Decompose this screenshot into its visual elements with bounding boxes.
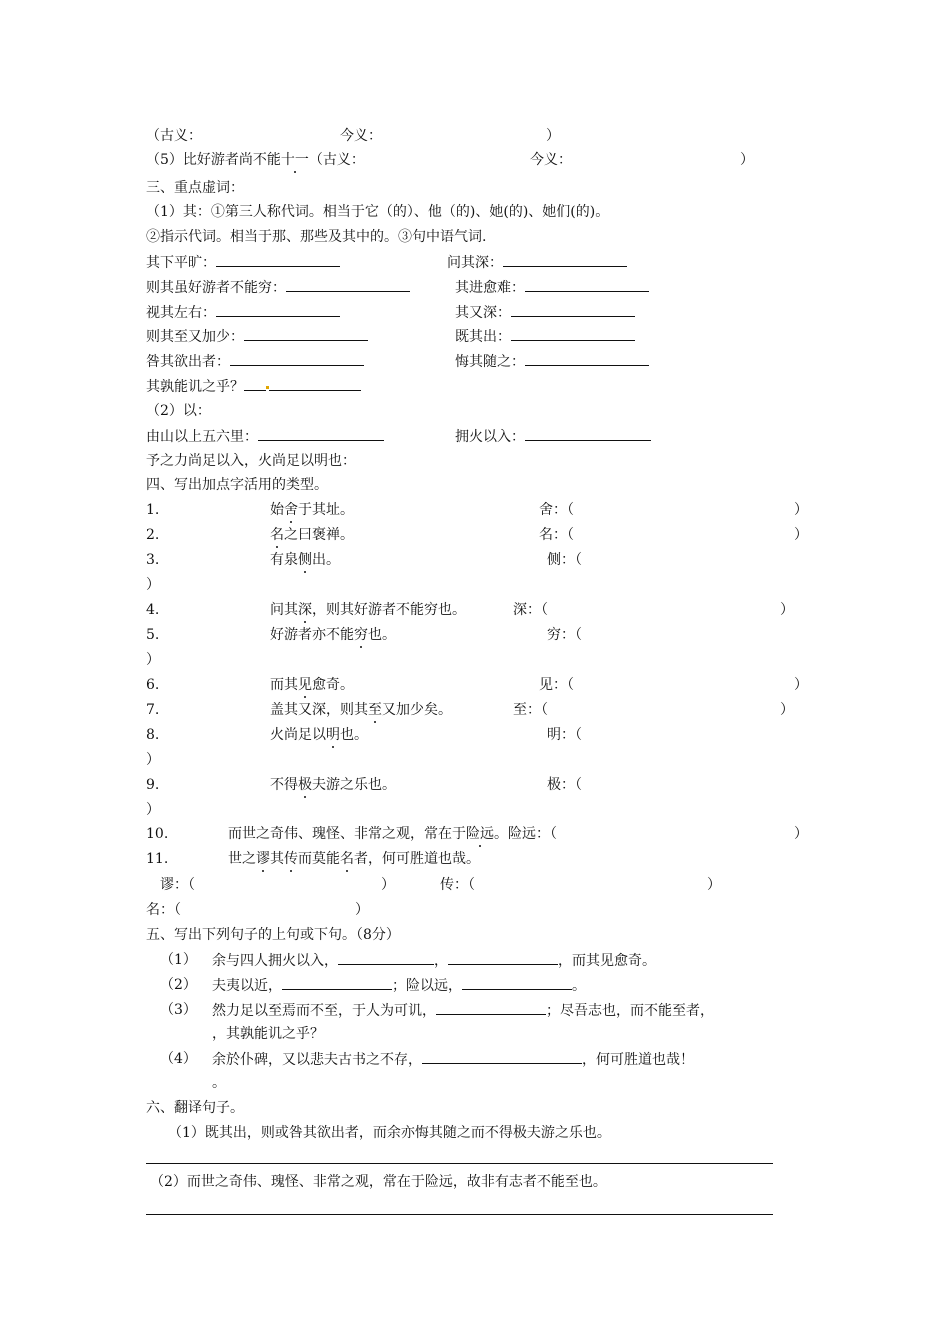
item-answer: 明：（	[547, 727, 582, 743]
answer-blank[interactable]	[511, 326, 635, 341]
fill-number: （2）	[160, 977, 197, 993]
answer-line[interactable]	[146, 1214, 773, 1215]
close-paren: ）	[794, 527, 808, 543]
answer-blank[interactable]	[436, 1000, 546, 1015]
qi-question: 既其出：	[455, 326, 635, 347]
translate-sentence-2: （2）而世之奇伟、瑰怪、非常之观，常在于险远，故非有志者不能至也。	[150, 1174, 607, 1190]
close-paren: ）	[355, 902, 369, 918]
item-answer: 至：（	[513, 702, 548, 718]
gu-yi-label: （古义：	[146, 128, 202, 144]
qi-question: 问其深：	[447, 252, 627, 273]
item-sentence: 世之谬其传而莫能名者，何可胜道也哉。	[228, 851, 480, 867]
section-6-title: 六、翻译句子。	[146, 1100, 244, 1116]
yi-question: 予之力尚足以入，火尚足以明也：	[146, 453, 356, 469]
dotted-word: 传	[284, 851, 298, 867]
qi-question: 则其虽好游者不能穷：	[146, 277, 410, 298]
yi-question: 拥火以入：	[455, 426, 651, 447]
answer-blank[interactable]	[216, 302, 340, 317]
answer-blank[interactable]	[525, 277, 649, 292]
item-number: 10.	[146, 826, 169, 842]
close-paren: ）	[146, 802, 160, 818]
answer-blank[interactable]	[338, 950, 434, 965]
item-answer: 谬：（	[160, 877, 195, 893]
qi-question: 其又深：	[455, 302, 635, 323]
dotted-word: 谬	[256, 851, 270, 867]
dotted-word: 名	[270, 527, 284, 543]
section-5-title: 五、写出下列句子的上句或下句。（8分）	[146, 927, 400, 943]
item-answer: 名：（	[146, 902, 181, 918]
fill-sentence: 余与四人拥火以入， ， ，而其见愈奇。	[212, 950, 656, 971]
item-answer: 深：（	[513, 602, 548, 618]
item-number: 8.	[146, 727, 160, 743]
fill-number: （4）	[160, 1051, 197, 1067]
answer-blank[interactable]	[216, 252, 340, 267]
qi-definition-2: ②指示代词。相当于那、那些及其中的。③句中语气词.	[146, 229, 487, 245]
answer-line[interactable]	[146, 1163, 773, 1164]
answer-blank[interactable]	[244, 326, 368, 341]
fill-number: （3）	[160, 1002, 197, 1018]
close-paren: ）	[794, 826, 808, 842]
dotted-word: 深	[298, 602, 312, 618]
item-answer: 侧：（	[547, 552, 582, 568]
item-number: 6.	[146, 677, 160, 693]
dotted-word: 穷	[354, 627, 368, 643]
dotted-word: 险远	[466, 826, 494, 842]
answer-blank[interactable]	[525, 351, 649, 366]
fill-sentence-cont: ，其孰能讥之乎？	[212, 1026, 324, 1042]
answer-blank[interactable]	[286, 277, 410, 292]
fill-sentence: 夫夷以近， ；险以远， 。	[212, 975, 586, 996]
item-number: 1.	[146, 502, 160, 518]
item-sentence: 名之曰褒禅。	[270, 527, 354, 543]
item-answer: 舍：（	[539, 502, 574, 518]
close-paren: ）	[146, 577, 160, 593]
item-answer: 穷：（	[547, 627, 582, 643]
item-sentence: 好游者亦不能穷也。	[270, 627, 396, 643]
close-paren: ）	[707, 877, 721, 893]
item-sentence: 不得极夫游之乐也。	[270, 777, 396, 793]
close-paren-2: ）	[740, 152, 754, 168]
fill-sentence-cont: 。	[212, 1075, 226, 1091]
item-sentence: 而其见愈奇。	[270, 677, 354, 693]
answer-blank[interactable]	[503, 252, 627, 267]
item-number: 3.	[146, 552, 160, 568]
item-number: 7.	[146, 702, 160, 718]
item-answer: 传：（	[440, 877, 475, 893]
answer-blank[interactable]	[525, 426, 651, 441]
close-paren-1: ）	[546, 128, 560, 144]
close-paren: ）	[381, 877, 395, 893]
jin-yi-label-2: 今义：	[530, 152, 572, 168]
item-number: 4.	[146, 602, 160, 618]
qi-question: 则其至又加少：	[146, 326, 368, 347]
item-number: 2.	[146, 527, 160, 543]
jin-yi-label-1: 今义：	[340, 128, 382, 144]
close-paren: ）	[794, 502, 808, 518]
qi-question: 其进愈难：	[455, 277, 649, 298]
answer-blank[interactable]	[258, 426, 384, 441]
dotted-word: 至	[368, 702, 382, 718]
qi-question: 其孰能讥之乎？	[146, 376, 361, 397]
fill-sentence: 余於仆碑，又以悲夫古书之不存， ，何可胜道也哉！	[212, 1049, 694, 1070]
dotted-word: 舍	[284, 502, 298, 518]
close-paren: ）	[146, 752, 160, 768]
translate-sentence-1: （1）既其出，则或咎其欲出者，而余亦悔其随之而不得极夫游之乐也。	[168, 1125, 611, 1141]
item-answer: 见：（	[539, 677, 574, 693]
section-3-title: 三、重点虚词：	[146, 180, 244, 196]
item-number: 5.	[146, 627, 160, 643]
question-5-line: （5）比好游者尚不能十一（古义：	[146, 152, 365, 168]
item-number: 11.	[146, 851, 169, 867]
answer-blank[interactable]	[269, 376, 361, 391]
dotted-word-shiyi: 十一	[280, 152, 309, 168]
answer-blank[interactable]	[448, 950, 558, 965]
dotted-word: 明	[326, 727, 340, 743]
close-paren: ）	[794, 677, 808, 693]
item-answer: 极：（	[547, 777, 582, 793]
close-paren: ）	[146, 652, 160, 668]
qi-question: 悔其随之：	[455, 351, 649, 372]
answer-blank[interactable]	[230, 351, 364, 366]
dotted-word: 见	[298, 677, 312, 693]
item-sentence: 而世之奇伟、瑰怪、非常之观，常在于险远。险远：（	[228, 826, 557, 842]
fill-number: （1）	[160, 952, 197, 968]
answer-blank[interactable]	[462, 975, 572, 990]
yi-question: 由山以上五六里：	[146, 426, 384, 447]
answer-blank[interactable]	[282, 975, 392, 990]
item-sentence: 问其深，则其好游者不能穷也。	[270, 602, 466, 618]
item-sentence: 盖其又深，则其至又加少矣。	[270, 702, 452, 718]
fill-sentence: 然力足以至焉而不至，于人为可讥， ；尽吾志也，而不能至者，	[212, 1000, 714, 1021]
item-sentence: 有泉侧出。	[270, 552, 340, 568]
qi-definition-1: （1）其：①第三人称代词。相当于它（的）、他（的)、她(的)、她们(的)。	[146, 204, 610, 220]
qi-question: 视其左右：	[146, 302, 340, 323]
answer-blank[interactable]	[422, 1049, 582, 1064]
close-paren: ）	[780, 602, 794, 618]
dotted-word: 侧	[298, 552, 312, 568]
gu-yi-line-1	[146, 126, 202, 146]
item-number: 9.	[146, 777, 160, 793]
qi-question: 其下平旷：	[146, 252, 340, 273]
dotted-word: 极	[298, 777, 312, 793]
item-answer: 名：（	[539, 527, 574, 543]
answer-blank[interactable]	[511, 302, 635, 317]
close-paren: ）	[780, 702, 794, 718]
yi-title: （2）以：	[146, 403, 211, 419]
item-sentence: 火尚足以明也。	[270, 727, 368, 743]
qi-question: 咎其欲出者：	[146, 351, 364, 372]
dotted-word: 名	[340, 851, 354, 867]
section-4-title: 四、写出加点字活用的类型。	[146, 477, 328, 493]
item-sentence: 始舍于其址。	[270, 502, 354, 518]
answer-blank[interactable]	[244, 376, 266, 391]
